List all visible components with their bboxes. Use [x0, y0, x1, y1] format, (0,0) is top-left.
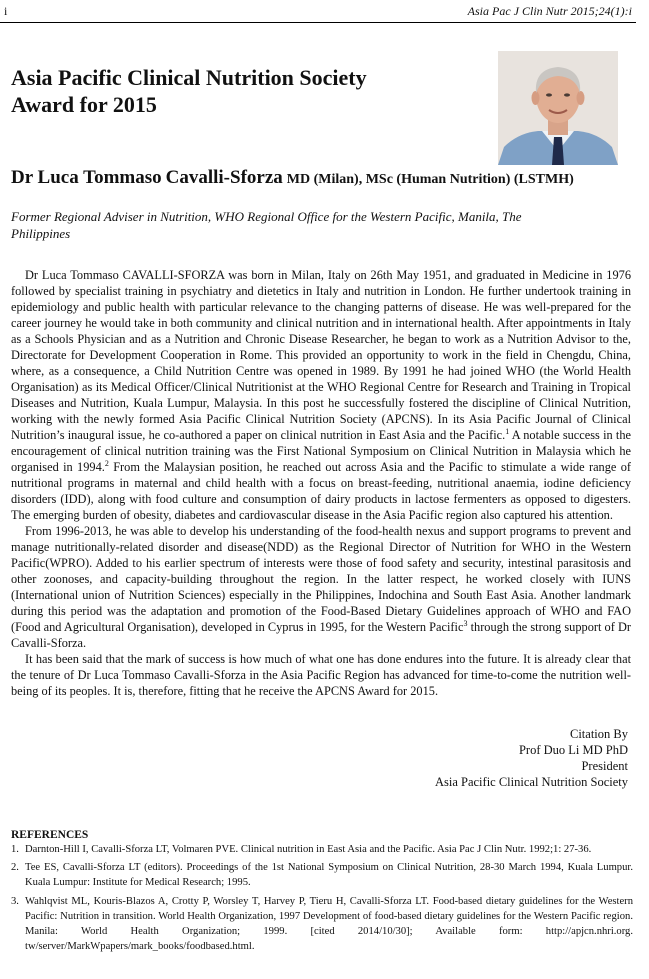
- reference-number: 2.: [11, 862, 19, 874]
- award-title-line-2: Award for 2015: [11, 92, 157, 117]
- reference-item: [11, 894, 633, 955]
- awardee-name: Dr Luca Tommaso: [11, 167, 162, 188]
- citation-author: Prof Duo Li MD PhD: [518, 743, 628, 757]
- citation-organisation: Asia Pacific Clinical Nutrition Society: [434, 775, 628, 789]
- body-text-segment: A notable success in the encouragement of clinical nutrition training was the First National Symposium on Clinical Nutrition in Malaysia which he organised in 1994.: [11, 428, 632, 474]
- citation-label: Citation By: [570, 727, 628, 741]
- citation-block: [435, 726, 628, 790]
- body-text-segment: From 1996-2013, he was able to develop his understanding of the food-health nexus and support programs to prevent and manage nutritionally-related disorder and disease(NDD) as the Regional Director of Nutrition for WHO in the Western Pacific(WPRO). Added to his earlier spectrum of interests were those of food safety and security, intestinal parasitosis and other zoonoses, and capacity-building throughout the region. In the latter respect, he worked closely with IUNS (International union of Nutrition Sciences) especially in the Philippines, Indochina and South East Asia. Another landmark during this period was the adaptation and promotion of the Food-Based Dietary Guidelines approach of WHO and FAO (Food and Agricultural Organisation), developed in Cyprus in 1995, for the Western Pacific: [11, 524, 631, 634]
- references-heading: REFERENCES: [11, 829, 89, 841]
- reference-marker: 1: [505, 426, 510, 436]
- citation-role: President: [581, 759, 628, 773]
- award-title: [11, 64, 471, 118]
- reference-item: [11, 860, 633, 890]
- awardee-portrait: [498, 51, 618, 165]
- journal-citation: Asia Pac J Clin Nutr 2015;24(1):i: [467, 4, 632, 18]
- reference-text: Wahlqvist ML, Kouris-Blazos A, Crotty P, Worsley T, Harvey P, Tieru H, Cavalli-Sforza LT. Food-based dietary guidelines for the Western Pacific: Nutrition in transition. World Health Organization, 1997 Development of food-based dietary guidelines for the Western Pacific region. Manila: World Health Organization; 1999. [cited 2014/10/30]; Available form: http://apjcn.nhri.org. tw/server/MarkWpapers/mark_books/foodbased.html.: [25, 895, 633, 953]
- portrait-photo: [498, 51, 618, 165]
- reference-marker: 2: [104, 458, 109, 468]
- body-text-segment: Dr Luca Tommaso CAVALLI-SFORZA was born in Milan, Italy on 26th May 1951, and graduated in Medicine in 1976 followed by specialist training in psychiatry and dietetics in Italy and nutrition in London. He further undertook training in epidemiology and public health with particular relevance to the changing patterns of disease. He was well-prepared for the career journey he would take in both community and clinical nutrition and in international health. After appointments in Italy as a Schools Physician and as a Nutrition and Chronic Disease Researcher, he began to work as a Nutrition Advisor to the, Directorate for Development Cooperation in Rome. This provided an opportunity to work in the field in Chengdu, China, where, as a consequence, a Child Nutrition Centre was opened in 1989. By 1991 he had joined WHO (the World Health Organisation) as its Medical Officer/Clinical Nutritionist at the WHO Regional Centre for Research and Training in Tropical Diseases and Nutrition, Kuala Lumpur, Malaysia. In this post he successfully fostered the discipline of Clinical Nutrition, working with the newly formed Asia Pacific Clinical Nutrition Society (APCNS). In its Asia Pacific Journal of Clinical Nutrition’s inaugural issue, he co-authored a paper on clinical nutrition in East Asia and the Pacific.: [11, 268, 631, 442]
- body-paragraph-1: [11, 267, 631, 523]
- body-text-segment: From the Malaysian position, he reached out across Asia and the Pacific to stimulate a wide range of nutritional programs in maternal and child health with a focus on breast-feeding, nutritional anaemia, iodine deficiency disorders (IDD), along with food culture and consumption of dairy products in lactose fermenters as opposed to digesters. The emerging burden of obesity, diabetes and cardiovascular disease in the Asia Pacific region also captured his attention.: [11, 460, 631, 522]
- reference-marker: 3: [463, 618, 468, 628]
- page-number: i: [4, 4, 8, 18]
- reference-number: 3.: [11, 895, 19, 907]
- awardee-name-line: [11, 167, 631, 189]
- awardee-affiliation: Former Regional Adviser in Nutrition, WHO Regional Office for the Western Pacific, Manila, The Philippines: [11, 209, 522, 241]
- references-section: [11, 829, 633, 957]
- awardee-surname: Cavalli-Sforza: [165, 167, 283, 188]
- article-body: [11, 267, 631, 699]
- body-paragraph-2: [11, 523, 631, 651]
- reference-item: [11, 842, 633, 857]
- reference-text: Tee ES, Cavalli-Sforza LT (editors). Proceedings of the 1st National Symposium on Clinical Nutrition, 28-30 March 1994, Kuala Lumpur. Kuala Lumpur: Institute for Medical Research; 1995.: [25, 862, 633, 889]
- running-header: [0, 0, 636, 23]
- awardee-qualifications: MD (Milan), MSc (Human Nutrition) (LSTMH): [286, 172, 574, 187]
- references-list: [11, 842, 633, 954]
- reference-text: Darnton-Hill I, Cavalli-Sforza LT, Volmaren PVE. Clinical nutrition in East Asia and the Pacific. Asia Pac J Clin Nutr. 1992;1: 27-36.: [25, 844, 592, 855]
- award-title-line-1: Asia Pacific Clinical Nutrition Society: [11, 65, 367, 90]
- body-text-segment: through the strong support of Dr Cavalli-Sforza.: [11, 620, 631, 650]
- reference-number: 1.: [11, 844, 19, 855]
- body-paragraph-3: It has been said that the mark of success is how much of what one has done endures into the future. It is already clear that the tenure of Dr Luca Tommaso Cavalli-Sforza in the Asia Pacific Region has advanced for time-to-come the nutrition well-being of its peoples. It is, therefore, fitting that he receive the APCNS Award for 2015.: [11, 652, 631, 698]
